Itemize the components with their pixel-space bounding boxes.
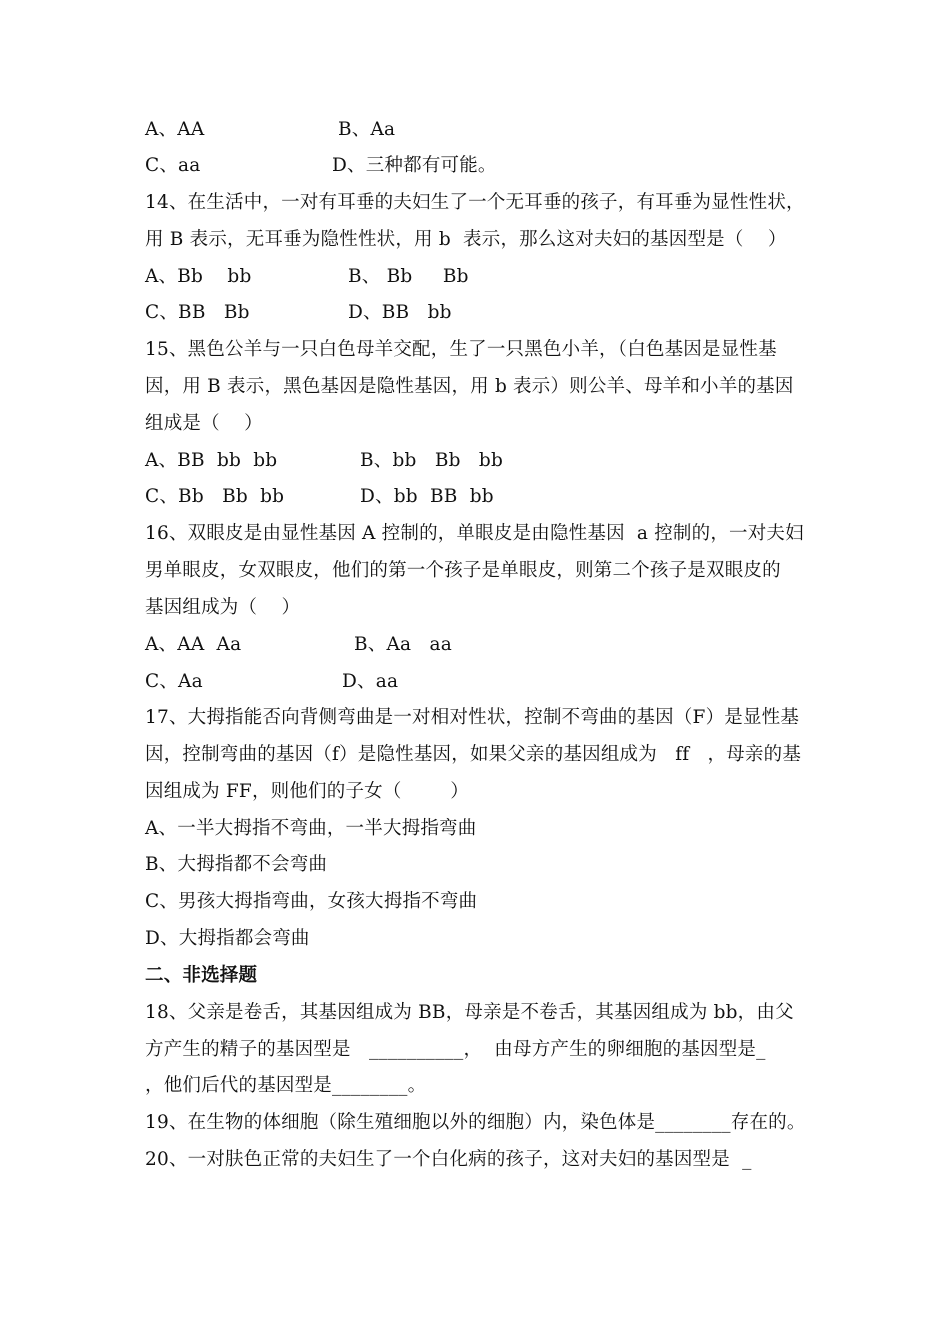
q17-option-b: B、大拇指都不会弯曲 — [145, 854, 328, 875]
q14-option-d: D、BB bb — [348, 302, 452, 323]
q15-option-b: B、bb Bb bb — [360, 450, 503, 471]
q19-stem-line1: 19、在生物的体细胞（除生殖细胞以外的细胞）内，染色体是________存在的。 — [145, 1112, 806, 1133]
q14-stem-line1: 14、在生活中，一对有耳垂的夫妇生了一个无耳垂的孩子，有耳垂为显性性状， — [145, 192, 805, 213]
q16-option-a: A、AA Aa — [145, 634, 242, 655]
q18-stem-line3: ，他们后代的基因型是________。 — [145, 1075, 427, 1096]
q16-stem-line2: 男单眼皮，女双眼皮，他们的第一个孩子是单眼皮，则第二个孩子是双眼皮的 — [145, 560, 781, 581]
q17-option-d: D、大拇指都会弯曲 — [145, 928, 310, 949]
q17-option-a: A、一半大拇指不弯曲，一半大拇指弯曲 — [145, 818, 477, 839]
q17-stem-line2: 因，控制弯曲的基因（f）是隐性基因，如果父亲的基因组成为 ff ，母亲的基 — [145, 744, 802, 765]
q18-stem-line1: 18、父亲是卷舌，其基因组成为 BB，母亲是不卷舌，其基因组成为 bb，由父 — [145, 1002, 794, 1023]
q17-option-c: C、男孩大拇指弯曲，女孩大拇指不弯曲 — [145, 891, 478, 912]
q18-stem-line2: 方产生的精子的基因型是 __________， 由母方产生的卵细胞的基因型是_ — [145, 1039, 766, 1060]
q13-option-d: D、三种都有可能。 — [332, 155, 497, 176]
q16-stem-line3: 基因组成为（ ） — [145, 597, 301, 618]
q16-stem-line1: 16、双眼皮是由显性基因 A 控制的，单眼皮是由隐性基因 a 控制的，一对夫妇 — [145, 523, 804, 544]
q14-stem-line2: 用 B 表示，无耳垂为隐性性状，用 b 表示，那么这对夫妇的基因型是（ ） — [145, 229, 787, 250]
q20-stem-line1: 20、一对肤色正常的夫妇生了一个白化病的孩子，这对夫妇的基因型是 _ — [145, 1149, 752, 1170]
q16-option-b: B、Aa aa — [354, 634, 452, 655]
q13-option-b: B、Aa — [338, 119, 396, 140]
q14-option-b: B、 Bb Bb — [348, 266, 469, 287]
q15-option-c: C、Bb Bb bb — [145, 486, 285, 507]
q15-option-a: A、BB bb bb — [145, 450, 278, 471]
q15-stem-line1: 15、黑色公羊与一只白色母羊交配，生了一只黑色小羊，（白色基因是显性基 — [145, 339, 777, 360]
q14-option-c: C、BB Bb — [145, 302, 250, 323]
q17-stem-line1: 17、大拇指能否向背侧弯曲是一对相对性状，控制不弯曲的基因（F）是显性基 — [145, 707, 800, 728]
q15-option-d: D、bb BB bb — [360, 486, 494, 507]
q15-stem-line2: 因，用 B 表示，黑色基因是隐性基因，用 b 表示）则公羊、母羊和小羊的基因 — [145, 376, 794, 397]
q16-option-d: D、aa — [342, 671, 399, 692]
q16-option-c: C、Aa — [145, 671, 203, 692]
section-heading-non-choice: 二、非选择题 — [145, 965, 258, 986]
q17-stem-line3: 因组成为 FF，则他们的子女（ ） — [145, 781, 469, 802]
q13-option-c: C、aa — [145, 155, 201, 176]
q13-option-a: A、AA — [145, 119, 205, 140]
q15-stem-line3: 组成是（ ） — [145, 413, 263, 434]
q14-option-a: A、Bb bb — [145, 266, 252, 287]
